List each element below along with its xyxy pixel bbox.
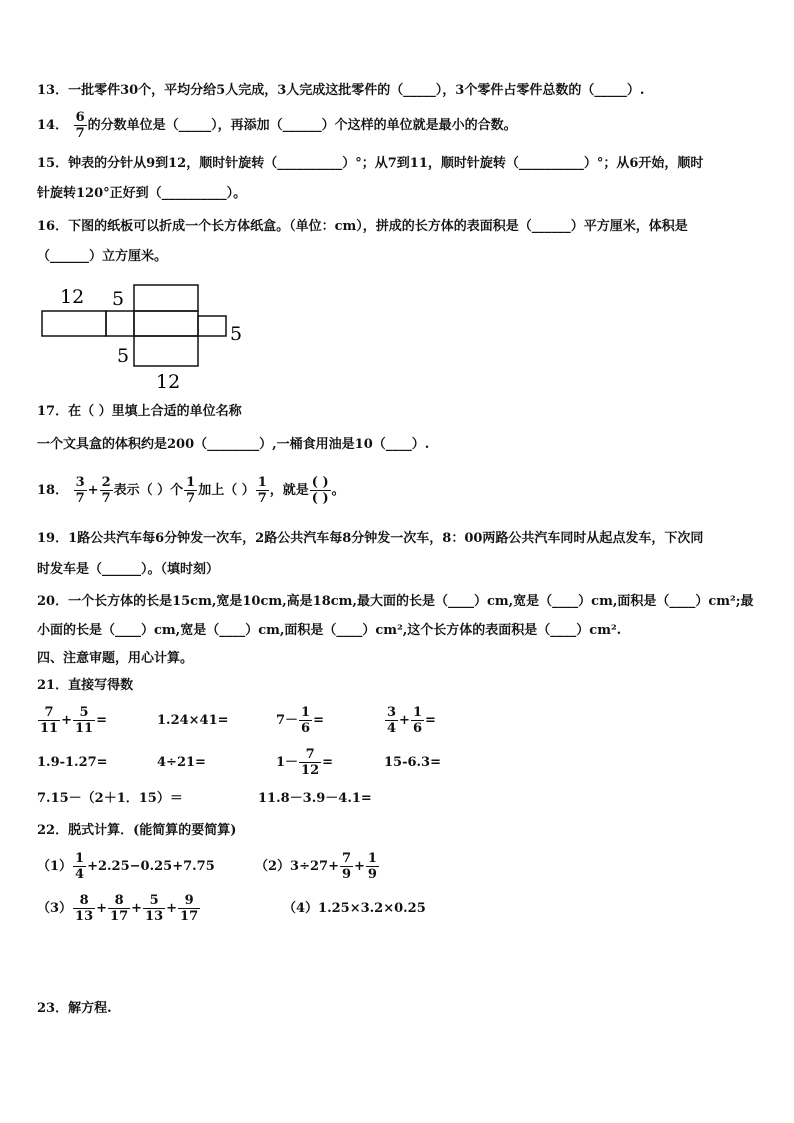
q18-frac-blank (310, 475, 331, 506)
q18-f2-num: 2 (101, 475, 111, 490)
question-18 (37, 472, 345, 510)
q22-p3-frac1 (73, 893, 95, 924)
q21-a4-eq: = (425, 713, 436, 728)
q21-a3-frac (299, 705, 312, 736)
q22-p2-f2d: 9 (367, 867, 377, 882)
question-19-line1: 19．1路公共汽车每6分钟发一次车，2路公共汽车每8分钟发一次车，8：00两路公共汽车同时从起点发车，下次同 (37, 531, 704, 546)
q21-b2: 4÷21= (157, 755, 206, 770)
q21-a4-f2d: 6 (412, 721, 422, 736)
q18-frac-3 (184, 475, 197, 506)
net-label-bottom-mid: 5 (117, 345, 130, 367)
question-16-line2: （______）立方厘米。 (37, 249, 168, 264)
q18-text-4: 。 (331, 483, 345, 498)
q18-f3-den: 7 (186, 491, 196, 506)
q21-a4-f2n: 1 (412, 705, 422, 720)
net-face-left-mid (106, 311, 134, 336)
q14-fraction (74, 110, 87, 141)
q21-a3-eq: = (313, 713, 324, 728)
net-face-bottom (134, 336, 198, 366)
q21-b1: 1.9-1.27= (37, 755, 108, 770)
q21-a4-f1n: 3 (387, 705, 397, 720)
question-15-line1: 15．钟表的分针从9到12，顺时针旋转（__________）°；从7到11，顺时针旋转（__________）°；从6开始，顺时 (37, 156, 704, 171)
net-face-top (134, 285, 198, 311)
q21-a4-frac1 (385, 705, 398, 736)
q21-a4-f1d: 4 (387, 721, 397, 736)
q21-b3-frac (299, 747, 321, 778)
q22-p1-rest: +2.25−0.25+7.75 (87, 859, 215, 874)
q22-p3-f4n: 9 (178, 893, 200, 909)
q18-number: 18． (37, 483, 69, 498)
q21-a3-fd: 6 (301, 721, 311, 736)
q18-f4-num: 1 (257, 475, 267, 490)
question-14 (37, 110, 517, 141)
q22-p1-fd: 4 (75, 867, 85, 882)
net-label-top-left: 12 (60, 286, 85, 308)
section-4-heading: 四、注意审题，用心计算。 (37, 651, 194, 666)
q13-body: 一批零件30个，平均分给5人完成，3人完成这批零件的（_____），3个零件占零件总数的（_____）. (68, 83, 645, 98)
q21-b3 (276, 744, 333, 782)
net-label-right: 5 (230, 323, 243, 345)
question-13 (37, 82, 644, 100)
q22-p2-label: （2）3÷27+ (255, 859, 339, 874)
q21-a1-eq: = (96, 713, 107, 728)
q14-body: 的分数单位是（_____），再添加（______）个这样的单位就是最小的合数。 (87, 118, 517, 133)
q22-p3-op3: + (166, 901, 178, 916)
q22-p3-f2d: 17 (110, 909, 129, 924)
net-label-bottom: 12 (156, 371, 181, 393)
question-17-line1: 17．在（ ）里填上合适的单位名称 (37, 404, 242, 419)
q14-frac-num: 6 (75, 110, 85, 125)
q22-p3-frac4 (178, 893, 200, 924)
q21-a2: 1.24×41= (157, 713, 229, 728)
q18-f1-den: 7 (75, 491, 85, 506)
q21-b3-eq: = (322, 755, 334, 770)
q13-text: 13． (37, 83, 69, 98)
q18-f1-num: 3 (75, 475, 85, 490)
q14-number: 14． (37, 118, 69, 133)
question-17-line2: 一个文具盒的体积约是200（________）,一桶食用油是10（____）. (37, 437, 430, 452)
question-20-line1: 20．一个长方体的长是15cm,宽是10cm,高是18cm,最大面的长是（____）cm,宽是（____）cm,面积是（____）cm²;最 (37, 594, 754, 609)
q22-p2-frac1 (340, 851, 353, 882)
q18-text-1: 表示（ ）个 (113, 483, 184, 498)
question-16-line1: 16．下图的纸板可以折成一个长方体纸盒。（单位：cm），拼成的长方体的表面积是（______）平方厘米，体积是 (37, 219, 688, 234)
q21-a1-f1d: 11 (40, 721, 59, 736)
q22-p3-f2n: 8 (108, 893, 130, 909)
q22-p2 (255, 848, 380, 886)
q21-a1-f2n: 5 (73, 705, 95, 721)
q21-b3-pre: 1－ (276, 755, 299, 770)
q21-a4 (384, 702, 436, 740)
q21-a3 (276, 702, 324, 740)
q22-p2-op: + (354, 859, 365, 874)
question-15-line2: 针旋转120°正好到（__________）。 (37, 186, 247, 201)
q18-plus: + (87, 483, 99, 498)
q21-a1-op: + (61, 713, 72, 728)
q21-a4-frac2 (411, 705, 424, 736)
q22-p4: （4）1.25×3.2×0.25 (283, 901, 426, 916)
q22-p3-f1n: 8 (73, 893, 95, 909)
q22-p3-label: （3） (37, 901, 73, 916)
q22-p3-f3n: 5 (143, 893, 165, 909)
q22-p1 (37, 848, 215, 886)
q22-p3-op2: + (131, 901, 143, 916)
q21-a1-frac1 (38, 705, 60, 736)
q14-frac-den: 7 (75, 126, 85, 141)
q22-p2-f1n: 7 (341, 851, 352, 866)
net-label-top-mid: 5 (112, 288, 125, 310)
q18-text-2: 加上（ ） (198, 483, 255, 498)
q18-f2-den: 7 (101, 491, 111, 506)
q21-a1-f2d: 11 (75, 721, 94, 736)
q22-p2-f1d: 9 (341, 867, 352, 882)
net-face-center (134, 311, 198, 336)
q22-p3-f3d: 13 (145, 909, 164, 924)
q18-frac-2 (100, 475, 113, 506)
net-face-right (198, 316, 226, 336)
question-22-title: 22．脱式计算．(能简算的要简算) (37, 823, 237, 838)
q22-p1-frac (73, 851, 86, 882)
q21-a3-fn: 1 (301, 705, 311, 720)
q22-p3-f4d: 17 (180, 909, 199, 924)
q21-a4-op: + (399, 713, 410, 728)
q21-a1-f1n: 7 (38, 705, 60, 721)
q18-text-3: ，就是 (269, 483, 309, 498)
q21-a1-frac2 (73, 705, 95, 736)
q21-b3-fn: 7 (299, 747, 321, 763)
net-face-left (42, 311, 106, 336)
q22-p3-f1d: 13 (75, 909, 94, 924)
q21-c1: 7.15－（2＋1．15）＝ (37, 791, 183, 806)
question-20-line2: 小面的长是（____）cm,宽是（____）cm,面积是（____）cm²,这个长方体的表面积是（____）cm². (37, 623, 622, 638)
q21-b3-fd: 12 (301, 763, 320, 778)
q21-a3-pre: 7－ (276, 713, 299, 728)
q18-f3-num: 1 (186, 475, 196, 490)
box-net-diagram (38, 280, 258, 395)
q18-frac-1 (74, 475, 87, 506)
question-19-line2: 时发车是（______）。（填时刻） (37, 562, 220, 577)
q21-a1 (37, 702, 107, 740)
q18-blank-num: ( ) (311, 475, 329, 490)
question-21-title: 21．直接写得数 (37, 678, 134, 693)
q18-f4-den: 7 (257, 491, 267, 506)
q18-blank-den: ( ) (311, 491, 329, 506)
q22-p2-frac2 (366, 851, 379, 882)
q22-p2-f2n: 1 (367, 851, 377, 866)
q22-p1-fn: 1 (75, 851, 85, 866)
q22-p3-frac2 (108, 893, 130, 924)
q18-frac-4 (256, 475, 269, 506)
q21-c2: 11.8－3.9－4.1= (258, 791, 372, 806)
q22-p3 (37, 890, 201, 928)
q22-p3-op1: + (96, 901, 108, 916)
q22-p1-label: （1） (37, 859, 73, 874)
q22-p3-frac3 (143, 893, 165, 924)
q21-b4: 15-6.3= (384, 755, 441, 770)
question-23: 23．解方程. (37, 1001, 112, 1016)
